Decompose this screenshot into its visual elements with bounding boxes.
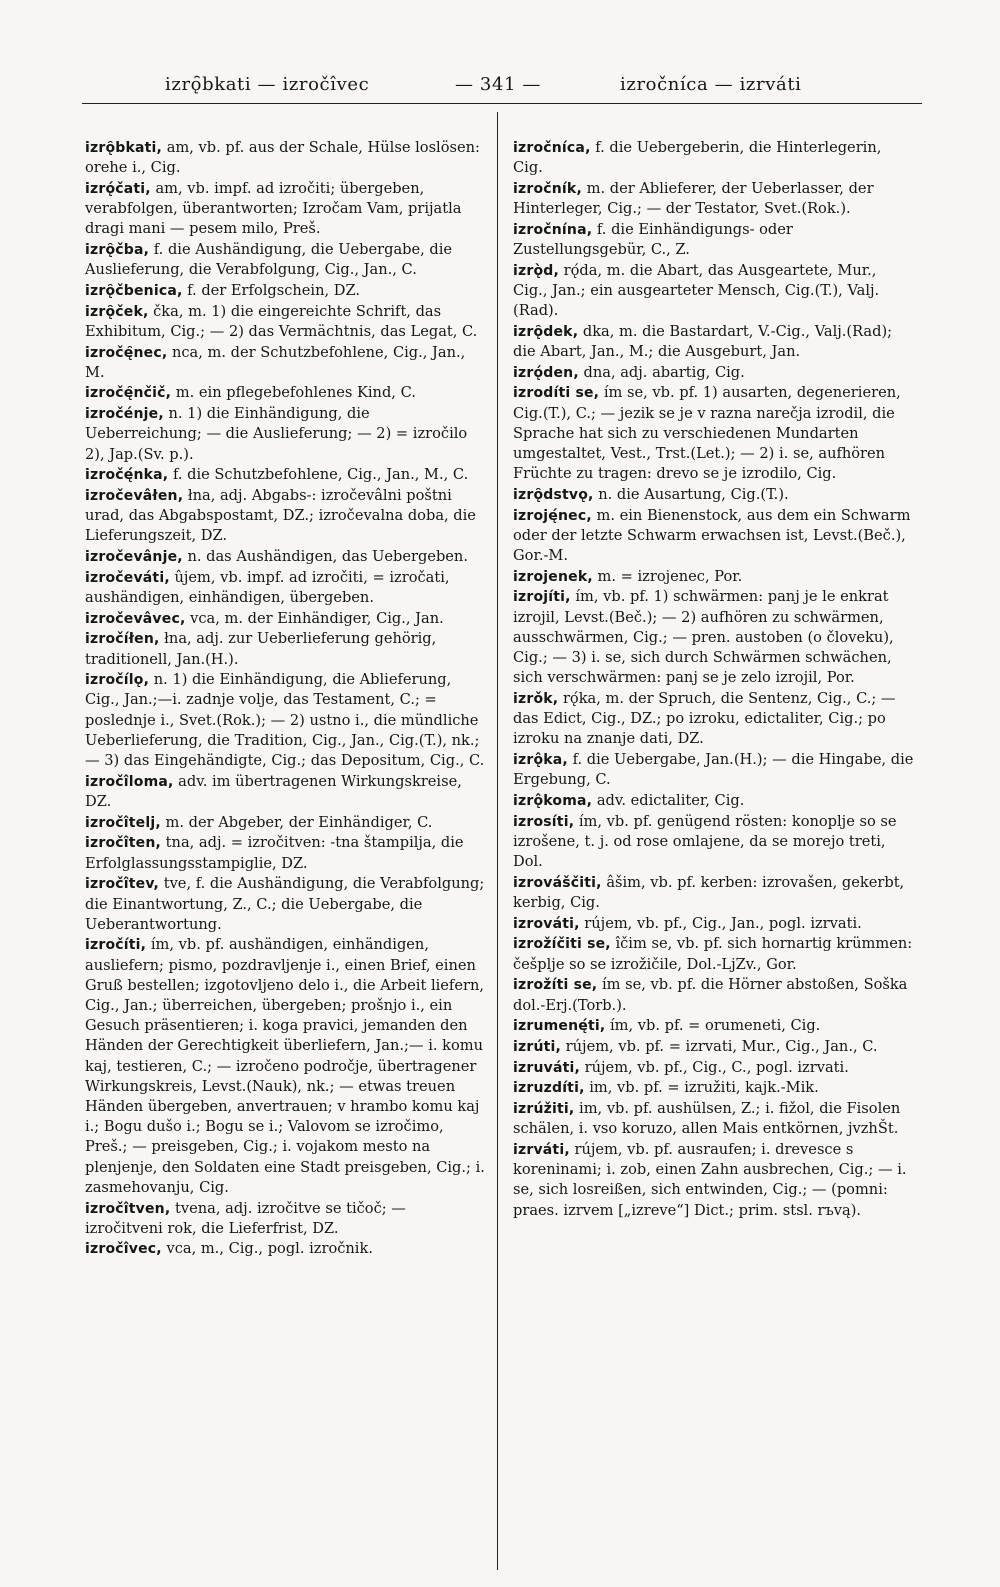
entry-headword: izrǫ̑čba,: [85, 242, 150, 259]
entry-headword: izrodíti se,: [513, 385, 600, 402]
entry-definition: n. das Aushändigen, das Uebergeben.: [182, 548, 468, 566]
dictionary-entry: [85, 609, 487, 629]
entry-headword: izročîloma,: [85, 773, 174, 790]
dictionary-entry: [513, 485, 915, 505]
entry-headword: izrǫ̑čbenica,: [85, 282, 183, 299]
entry-headword: izrǫ̑dstvǫ,: [513, 486, 594, 503]
entry-definition: îčim se, vb. pf. sich hornartig krümmen: češplje so se izrožičile, Dol.-LjZv., Gor.: [513, 935, 913, 973]
entry-definition: ím, vb. pf. = orumeneti, Cig.: [605, 1017, 821, 1035]
entry-definition: f. der Erfolgschein, DZ.: [182, 281, 360, 299]
dictionary-entry: [513, 914, 915, 934]
entry-definition: ím se, vb. pf. 1) ausarten, degenerieren, Cig.(T.), C.; — jezik se je v razna narečja izrodil, die Sprache hat sich zu verschiedenen Mundarten umgestaltet, Vest., Trst.(Let.); — 2) i. se, aufhören Früchte zu tragen: drevo se je izrodilo, Cig.: [513, 384, 901, 483]
entry-definition: am, vb. impf. ad izročiti; übergeben, verabfolgen, überantworten; Izročam Vam, prijatla dragi mani — pesem milo, Preš.: [85, 179, 462, 238]
entry-headword: izročę̑nčič,: [85, 385, 172, 402]
entry-definition: łna, adj. zur Ueberlieferung gehörig, traditionell, Jan.(H.).: [85, 630, 437, 668]
entry-headword: izrǫ̂ka,: [513, 752, 568, 769]
entry-headword: izročnína,: [513, 221, 593, 238]
entry-headword: izrumenę́ti,: [513, 1018, 606, 1035]
entry-definition: vca, m. der Einhändiger, Cig., Jan.: [185, 609, 444, 627]
entry-definition: ím, vb. pf. 1) schwärmen: panj je le enkrat izrojil, Levst.(Beč.); — 2) aufhören zu schwärmen, ausschwärmen, Cig.; — pren. austoben (o človeku), Cig.; — 3) i. se, sich durch Schwärmen schwächen, sich verschwärmen: panj se je zelo izrojil, Por.: [513, 588, 894, 687]
left-column: [85, 138, 487, 1260]
entry-headword: izrúti,: [513, 1038, 562, 1055]
entry-headword: izruzdíti,: [513, 1080, 585, 1097]
entry-definition: im, vb. pf. aushülsen, Z.; i. fižol, die Fisolen schälen, i. vso koruzo, allen Mais entkörnen, jvzhŠt.: [513, 1100, 901, 1138]
entry-headword: izrǫ́čati,: [85, 180, 151, 197]
dictionary-entry: [85, 465, 487, 485]
dictionary-entry: [85, 1199, 487, 1239]
entry-headword: izročevânje,: [85, 549, 183, 566]
header-rule: [82, 103, 922, 104]
dictionary-entry: [85, 138, 487, 178]
entry-headword: izročevâvec,: [85, 610, 186, 627]
entry-headword: izročílǫ,: [85, 672, 150, 689]
entry-definition: čka, m. 1) die eingereichte Schrift, das Exhibitum, Cig.; — 2) das Vermächtnis, das Legat, C.: [85, 302, 478, 340]
entry-definition: tna, adj. = izročitven: -tna štampilja, die Erfolglassungsstampiglie, DZ.: [85, 834, 464, 872]
dictionary-entry: [513, 138, 915, 178]
entry-definition: m. ein pflegebefohlenes Kind, C.: [171, 384, 416, 402]
dictionary-entry: [513, 179, 915, 219]
entry-headword: izrǫ̀d,: [513, 262, 560, 279]
dictionary-entry: [85, 486, 487, 547]
dictionary-entry: [513, 1140, 915, 1221]
entry-headword: izročîtev,: [85, 876, 160, 893]
dictionary-entry: [513, 322, 915, 362]
dictionary-entry: [85, 670, 487, 771]
entry-definition: am, vb. pf. aus der Schale, Hülse loslösen: orehe i., Cig.: [85, 139, 480, 177]
dictionary-entry: [85, 629, 487, 669]
entry-definition: ím se, vb. pf. die Hörner abstoßen, Soška dol.-Erj.(Torb.).: [513, 976, 908, 1014]
entry-definition: n. 1) die Einhändigung, die Ueberreichung; — die Auslieferung; — 2) = izročilo 2), Jap.(Sv. p.).: [85, 405, 468, 463]
entry-definition: f. die Uebergabe, Jan.(H.); — die Hingabe, die Ergebung, C.: [513, 751, 914, 789]
column-divider: [497, 112, 498, 1570]
entry-definition: m. = izrojenec, Por.: [592, 567, 743, 585]
entry-definition: âšim, vb. pf. kerben: izrovašen, gekerbt, kerbig, Cig.: [513, 873, 905, 912]
entry-headword: izrúžiti,: [513, 1101, 575, 1118]
entry-definition: rǫ́ka, m. der Spruch, die Sentenz, Cig., C.; — das Edict, Cig., DZ.; po izroku, edictaliter, Cig.; po izroku na znanje dati, DZ.: [513, 689, 896, 748]
entry-headword: izročîvec,: [85, 1241, 162, 1258]
entry-headword: izrǫ̂koma,: [513, 793, 593, 809]
entry-headword: izrǫ̑dek,: [513, 323, 579, 340]
dictionary-entry: [85, 179, 487, 240]
entry-definition: rújem, vb. pf. ausraufen; i. drevesce s koreninami; i. zob, einen Zahn ausbrechen, Cig.; — i. se, sich losreißen, sich entwinden, Cig.; — (pomni: praes. izrvem [„izreve“] Dict.; prim. stsl. rъvą).: [513, 1140, 907, 1219]
entry-definition: tvena, adj. izročitve se tičoč; — izročitveni rok, die Lieferfrist, DZ.: [85, 1199, 406, 1237]
entry-definition: łna, adj. Abgabs-: izročevâlni poštni urad, das Abgabspostamt, DZ.; izročevalna doba, die Lieferungszeit, DZ.: [85, 486, 476, 545]
dictionary-entry: [85, 404, 487, 465]
dictionary-entry: [513, 812, 915, 873]
entry-headword: izročénje,: [85, 406, 164, 423]
entry-headword: izrǫ́den,: [513, 364, 579, 381]
entry-headword: izrováščiti,: [513, 874, 602, 891]
right-column: [513, 138, 915, 1221]
dictionary-entry: [513, 1016, 915, 1036]
entry-headword: izrožíti se,: [513, 977, 598, 994]
entry-headword: izrováti,: [513, 915, 580, 932]
entry-headword: izročîten,: [85, 835, 162, 852]
dictionary-entry: [513, 383, 915, 484]
entry-headword: izročník,: [513, 180, 582, 197]
entry-definition: vca, m., Cig., pogl. izročnik.: [161, 1240, 373, 1258]
entry-headword: izrǒk,: [513, 690, 559, 707]
page-number: — 341 —: [455, 74, 541, 95]
entry-definition: rújem, vb. pf., Cig., Jan., pogl. izrvati.: [579, 914, 862, 932]
dictionary-entry: [85, 281, 487, 301]
entry-headword: izročeváti,: [85, 569, 170, 586]
dictionary-entry: [85, 874, 487, 935]
dictionary-entry: [85, 772, 487, 812]
entry-definition: ím, vb. pf. aushändigen, einhändigen, ausliefern; pismo, pozdravljenje i., einen Brief, einen Gruß bestellen; izgotovljeno delo i., die Arbeit liefern, Cig., Jan.; überreichen, übergeben; prošnjo i., ein Gesuch präsentieren; i. koga pravici, jemanden den Händen der Gerechtigkeit überliefern, Jan.;— i. komu kaj, testieren, C.; — izročeno področje, übertragener Wirkungskreis, Levst.(Nauk), nk.; — etwas treuen Händen übergeben, anvertrauen; v hrambo komu kaj i.; Bogu dušo i.; Bogu se i.; Valovom se izročimo, Preš.; — preisgeben, Cig.; i. vojakom mesto na plenjenje, den Soldaten eine Stadt preisgeben, Cig.; i. zasmehovanju, Cig.: [85, 936, 485, 1196]
dictionary-entry: [513, 1078, 915, 1098]
dictionary-entry: [85, 343, 487, 383]
entry-definition: ím, vb. pf. genügend rösten: konoplje so se izrošene, t. j. od rose omlajene, da se morejo treti, Dol.: [513, 812, 897, 871]
dictionary-entry: [513, 1099, 915, 1139]
entry-definition: m. der Abgeber, der Einhändiger, C.: [160, 813, 433, 831]
dictionary-entry: [513, 363, 915, 383]
dictionary-entry: [85, 383, 487, 403]
entry-definition: im, vb. pf. = izružiti, kajk.-Mik.: [584, 1079, 819, 1097]
entry-definition: m. der Ablieferer, der Ueberlasser, der Hinterleger, Cig.; — der Testator, Svet.(Rok.).: [513, 179, 874, 218]
entry-definition: adv. im übertragenen Wirkungskreise, DZ.: [85, 772, 462, 810]
entry-definition: tve, f. die Aushändigung, die Verabfolgung; die Einantwortung, Z., C.; die Uebergabe, die Ueberantwortung.: [85, 875, 485, 933]
dictionary-entry: [513, 567, 915, 587]
entry-definition: rǫ́da, m. die Abart, das Ausgeartete, Mur., Cig., Jan.; ein ausgearteter Mensch, Cig.(T.), Valj.(Rad).: [513, 261, 880, 320]
entry-headword: izročíti,: [85, 937, 147, 954]
entry-definition: m. ein Bienenstock, aus dem ein Schwarm oder der letzte Schwarm erwachsen ist, Levst.(Beč.), Gor.-M.: [513, 506, 911, 565]
dictionary-entry: [513, 220, 915, 260]
entry-definition: dka, m. die Bastardart, V.-Cig., Valj.(Rad); die Abart, Jan., M.; die Ausgeburt, Jan.: [513, 322, 893, 361]
entry-definition: n. die Ausartung, Cig.(T.).: [593, 485, 789, 503]
entry-headword: izrváti,: [513, 1141, 570, 1158]
entry-headword: izročníca,: [513, 140, 591, 156]
dictionary-entry: [513, 587, 915, 688]
dictionary-entry: [85, 833, 487, 873]
entry-definition: nca, m. der Schutzbefohlene, Cig., Jan., M.: [85, 343, 466, 381]
entry-headword: izročę̑nec,: [85, 344, 168, 361]
dictionary-entry: [513, 1058, 915, 1078]
dictionary-entry: [85, 302, 487, 342]
entry-definition: f. die Uebergeberin, die Hinterlegerin, Cig.: [513, 139, 882, 177]
running-head-right: izročníca — izrváti: [620, 74, 802, 95]
entry-headword: izročevâłen,: [85, 487, 184, 504]
entry-headword: izruváti,: [513, 1059, 581, 1076]
entry-definition: n. 1) die Einhändigung, die Ablieferung, Cig., Jan.;—i. zadnje volje, das Testament, C.; = poslednje i., Svet.(Rok.); — 2) ustno i., die mündliche Ueberlieferung, die Tradition, Cig., Jan., Cig.(T.), nk.; — 3) das Eingehändigte, Cig.; das Depositum, Cig., C.: [85, 671, 485, 770]
entry-headword: izroję́nec,: [513, 507, 592, 524]
dictionary-entry: [513, 1037, 915, 1057]
entry-headword: izročíłen,: [85, 631, 160, 648]
entry-definition: rújem, vb. pf., Cig., C., pogl. izrvati.: [580, 1058, 849, 1076]
dictionary-entry: [85, 935, 487, 1198]
dictionary-entry: [513, 261, 915, 322]
dictionary-entry: [513, 689, 915, 750]
entry-headword: izrožíčiti se,: [513, 936, 611, 953]
entry-headword: izročîtelj,: [85, 814, 161, 831]
dictionary-entry: [85, 240, 487, 280]
entry-headword: izrǫ̑bkati,: [85, 140, 163, 156]
entry-definition: f. die Einhändigungs- oder Zustellungsgebür, C., Z.: [513, 220, 793, 259]
entry-definition: ûjem, vb. impf. ad izročiti, = izročati, aushändigen, einhändigen, übergeben.: [85, 568, 450, 606]
running-head-left: izrǫ̑bkati — izročîvec: [165, 74, 370, 95]
dictionary-entry: [513, 791, 915, 811]
dictionary-entry: [513, 934, 915, 974]
entry-headword: izrǫ̑ček,: [85, 303, 149, 320]
dictionary-entry: [513, 975, 915, 1015]
entry-headword: izrojíti,: [513, 589, 571, 606]
entry-headword: izrosíti,: [513, 813, 575, 830]
dictionary-entry: [513, 750, 915, 790]
dictionary-entry: [85, 813, 487, 833]
dictionary-entry: [85, 568, 487, 608]
entry-headword: izrojenek,: [513, 568, 593, 585]
entry-definition: f. die Schutzbefohlene, Cig., Jan., M., C.: [168, 466, 469, 484]
dictionary-entry: [85, 1239, 487, 1259]
entry-definition: rújem, vb. pf. = izrvati, Mur., Cig., Jan., C.: [561, 1037, 878, 1055]
dictionary-entry: [85, 547, 487, 567]
entry-definition: adv. edictaliter, Cig.: [592, 792, 745, 809]
dictionary-entry: [513, 506, 915, 567]
entry-definition: dna, adj. abartig, Cig.: [578, 363, 745, 381]
dictionary-entry: [513, 873, 915, 913]
entry-headword: izročîtven,: [85, 1200, 171, 1217]
entry-definition: f. die Aushändigung, die Uebergabe, die Auslieferung, die Verabfolgung, Cig., Jan., C.: [85, 241, 453, 279]
entry-headword: izročę́nka,: [85, 467, 169, 484]
